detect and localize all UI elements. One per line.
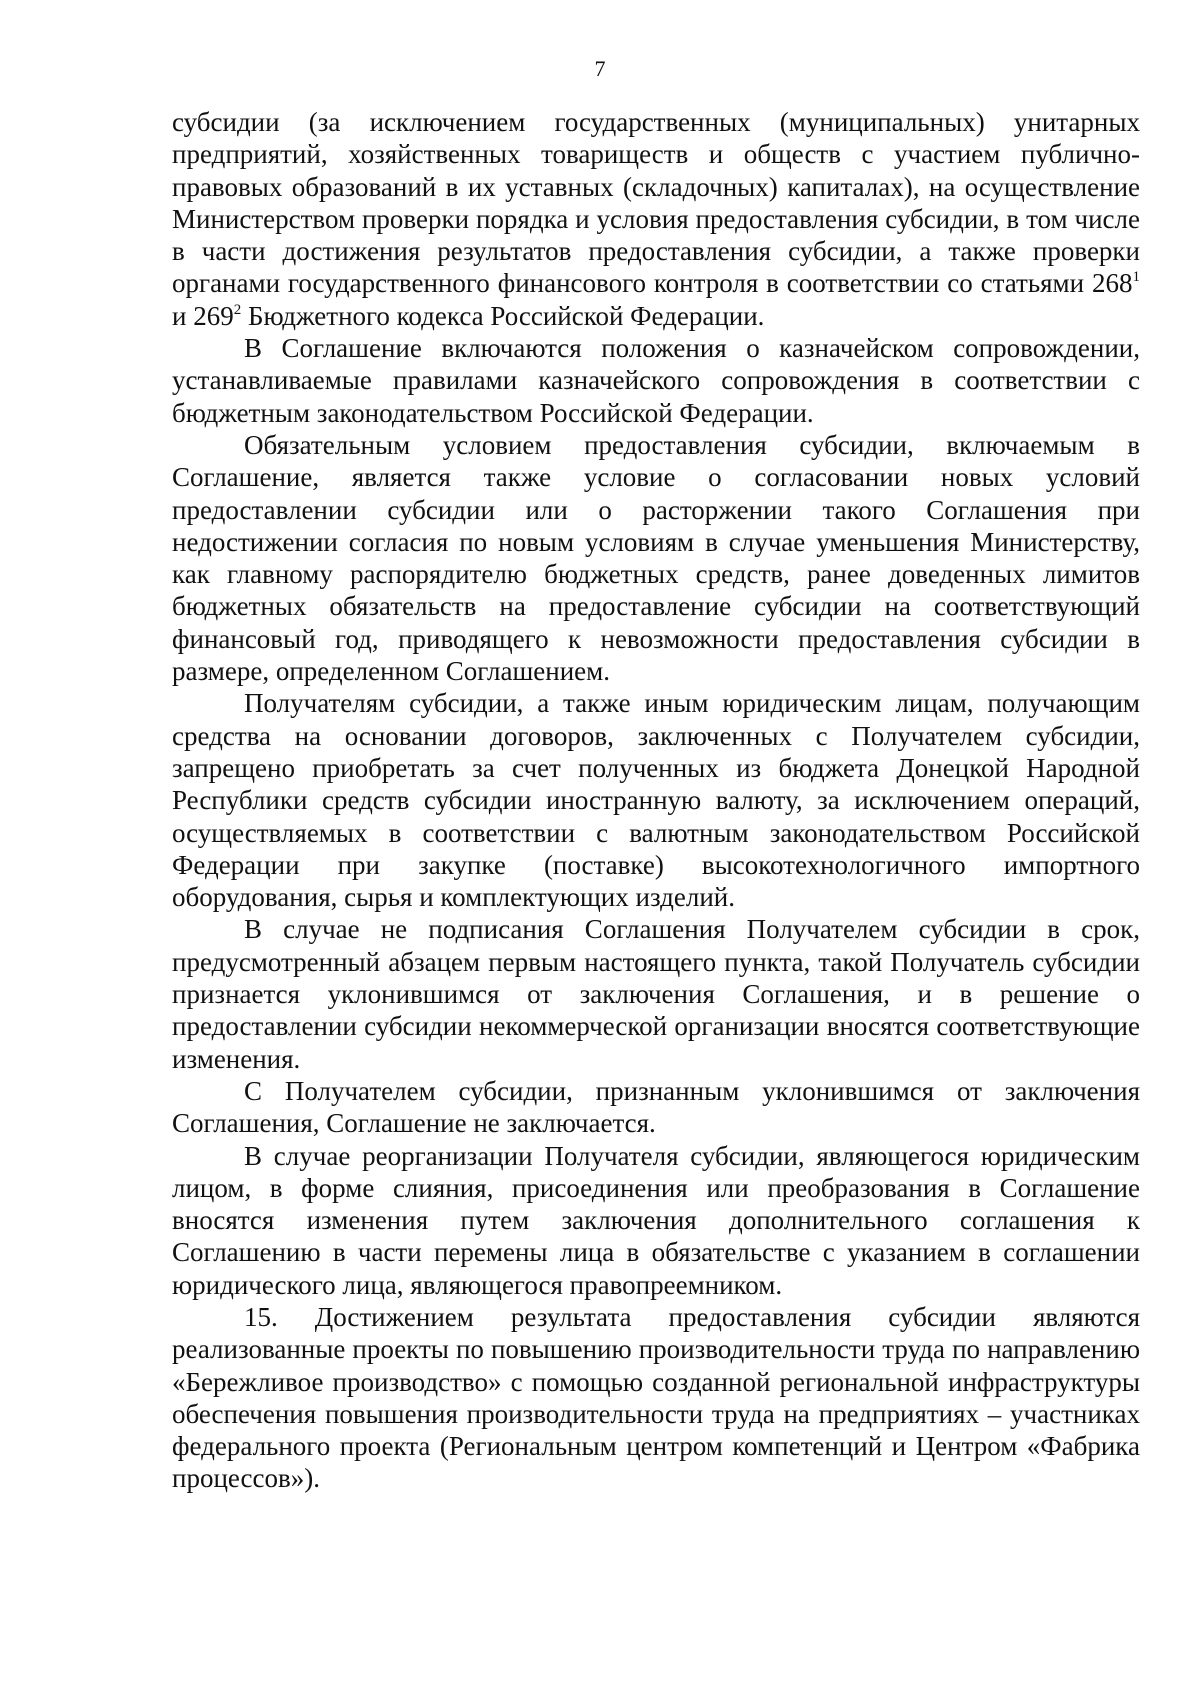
paragraph-treasury-support: В Соглашение включаются положения о казначейском сопровождении, устанавливаемые правилами казначейского сопровождения в соответствии с бюджетным законодательством Российской Федерации. bbox=[172, 333, 1140, 428]
superscript: 1 bbox=[1132, 269, 1140, 286]
paragraph-text: субсидии (за исключением государственных (муниципальных) унитарных предприятий, хозяйственных товариществ и обществ с участием публично-правовых образований в их уставных (складочных) капиталах), на осуществление Министерством проверки порядка и условия предоставления субсидии, в том числе в части достижения результатов предоставления субсидии, а также проверки органами государственного финансового контроля в соответствии со статьями 268 bbox=[172, 107, 1140, 299]
paragraph-mandatory-condition: Обязательным условием предоставления субсидии, включаемым в Соглашение, является также условие о согласовании новых условий предоставлении субсидии или о расторжении такого Соглашения при недостижении согласия по новым условиям в случае уменьшения Министерству, как главному распорядителю бюджетных средств, ранее доведенных лимитов бюджетных обязательств на предоставление субсидии на соответствующий финансовый год, приводящего к невозможности предоставления субсидии в размере, определенном Соглашением. bbox=[172, 429, 1140, 687]
paragraph-reorganization: В случае реорганизации Получателя субсидии, являющегося юридическим лицом, в форме слияния, присоединения или преобразования в Соглашение вносятся изменения путем заключения дополнительного соглашения к Соглашению в части перемены лица в обязательстве с указанием в соглашении юридического лица, являющегося правопреемником. bbox=[172, 1140, 1140, 1300]
paragraph-currency-prohibition: Получателям субсидии, а также иным юридическим лицам, получающим средства на основании договоров, заключенных с Получателем субсидии, запрещено приобретать за счет полученных из бюджета Донецкой Народной Республики средств субсидии иностранную валюту, за исключением операций, осуществляемых в соответствии с валютным законодательством Российской Федерации при закупке (поставке) высокотехнологичного импортного оборудования, сырья и комплектующих изделий. bbox=[172, 688, 1140, 913]
paragraph-item-15: 15. Достижением результата предоставления субсидии являются реализованные проекты по повышению производительности труда по направлению «Бережливое производство» с помощью созданной региональной инфраструктуры обеспечения повышения производительности труда на предприятиях – участниках федерального проекта (Региональным центром компетенций и Центром «Фабрика процессов»). bbox=[172, 1301, 1140, 1494]
paragraph-continuation bbox=[172, 106, 1140, 332]
paragraph-text: и 269 bbox=[172, 300, 234, 331]
paragraph-text: Бюджетного кодекса Российской Федерации. bbox=[241, 300, 765, 331]
superscript: 2 bbox=[233, 301, 242, 318]
paragraph-not-signed: В случае не подписания Соглашения Получателем субсидии в срок, предусмотренный абзацем первым настоящего пункта, такой Получатель субсидии признается уклонившимся от заключения Соглашения, и в решение о предоставлении субсидии некоммерческой организации вносятся соответствующие изменения. bbox=[172, 914, 1140, 1074]
paragraph-not-concluded: С Получателем субсидии, признанным уклонившимся от заключения Соглашения, Соглашение не заключается. bbox=[172, 1075, 1140, 1139]
document-body bbox=[172, 106, 1140, 1495]
page-number: 7 bbox=[594, 56, 606, 81]
